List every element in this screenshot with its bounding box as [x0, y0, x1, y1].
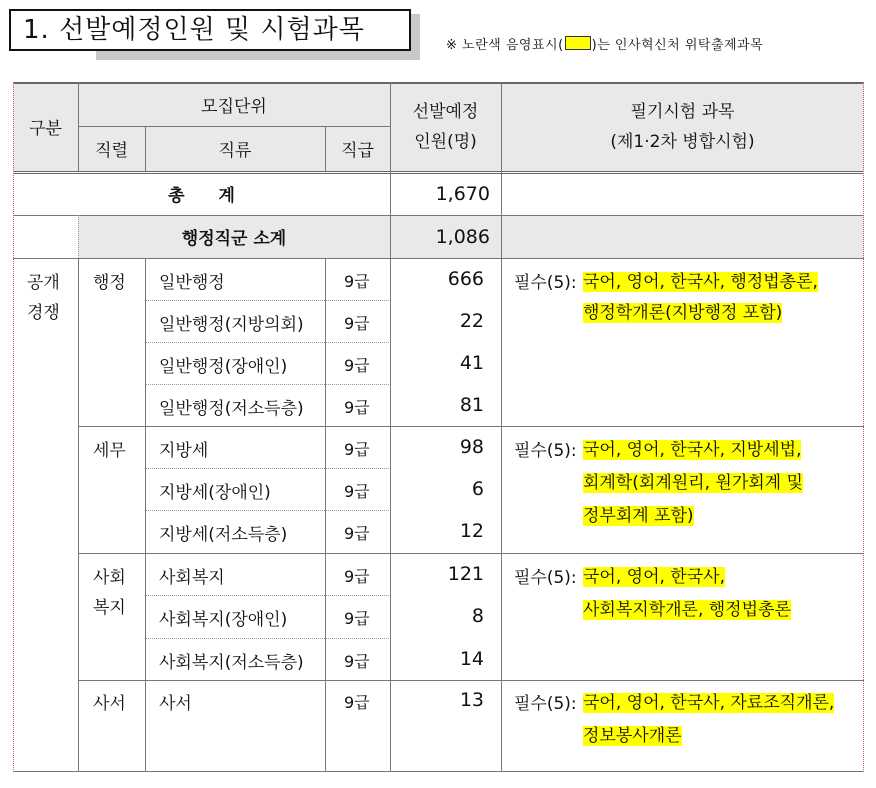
- subjects-line: [583, 688, 834, 713]
- count-cell: 666: [447, 268, 484, 290]
- subjects-text: 국어, 영어, 한국사, 행정법총론,: [583, 272, 818, 292]
- count-cell: 81: [459, 394, 484, 416]
- category-cell: 사서: [159, 694, 192, 714]
- grade-cell: 9급: [344, 567, 370, 586]
- count-cell: 6: [471, 478, 484, 500]
- subjects-text: 국어, 영어, 한국사,: [583, 567, 725, 587]
- division-label-1: 공개: [27, 273, 60, 293]
- category-cell: 지방세(저소득층): [159, 525, 288, 545]
- rank-label-line2: 복지: [93, 598, 126, 618]
- rank-label: 사회: [93, 568, 126, 588]
- category-cell: 일반행정(지방의회): [159, 315, 304, 335]
- category-cell: 사회복지(장애인): [159, 610, 288, 630]
- subjects-line: [583, 298, 782, 323]
- subjects-line: [583, 468, 803, 493]
- subjects-line: [583, 562, 725, 587]
- count-cell: 22: [459, 310, 484, 332]
- grade-cell: 9급: [344, 398, 370, 417]
- recruitment-table: [13, 82, 864, 772]
- subjects-line: [583, 267, 818, 292]
- category-cell: 지방세(장애인): [159, 483, 271, 503]
- grade-cell: 9급: [344, 524, 370, 543]
- count-cell: 12: [459, 520, 484, 542]
- subjects-prefix: 필수(5):: [514, 568, 577, 588]
- header-recruit-unit: 모집단위: [201, 96, 267, 117]
- category-cell: 일반행정: [159, 273, 225, 293]
- count-cell: 121: [447, 563, 484, 585]
- header-category: 직류: [218, 141, 252, 161]
- count-cell: 14: [459, 648, 484, 670]
- header-subjects: [501, 82, 864, 171]
- header-subjects-line2: (제1·2차 병합시험): [610, 131, 755, 152]
- header-subjects-line1: 필기시험 과목: [630, 101, 735, 122]
- highlight-note: [446, 34, 763, 53]
- subjects-line: [583, 435, 801, 460]
- category-cell: 지방세: [159, 441, 209, 461]
- note-text-before: ※ 노란색 음영표시(: [446, 38, 564, 53]
- category-cell: 일반행정(장애인): [159, 357, 288, 377]
- page-title: 1. 선발예정인원 및 시험과목: [9, 9, 411, 51]
- subjects-text: 국어, 영어, 한국사, 자료조직개론,: [583, 693, 835, 713]
- subjects-line: [583, 501, 694, 526]
- subjects-prefix: 필수(5):: [514, 441, 577, 461]
- subtotal-label: 행정직군 소계: [181, 229, 287, 249]
- grade-cell: 9급: [344, 272, 370, 291]
- subjects-text: 행정학개론(지방행정 포함): [583, 303, 783, 323]
- category-cell: 일반행정(저소득층): [159, 399, 304, 419]
- subjects-text: 정부회계 포함): [583, 506, 694, 526]
- note-text-after: )는 인사혁신처 위탁출제과목: [591, 38, 764, 53]
- subjects-prefix: 필수(5):: [514, 694, 577, 714]
- grade-cell: 9급: [344, 314, 370, 333]
- header-rank: 직렬: [95, 141, 128, 161]
- grade-cell: 9급: [344, 356, 370, 375]
- count-cell: 41: [459, 352, 484, 374]
- total-value: 1,670: [435, 183, 490, 205]
- header-planned: [390, 82, 501, 171]
- header-planned-line2: 인원(명): [414, 131, 477, 152]
- category-cell: 사회복지: [159, 568, 225, 588]
- subjects-text: 회계학(회계원리, 원가회계 및: [583, 473, 803, 493]
- subjects-line: [583, 721, 682, 746]
- header-division: 구분: [29, 119, 62, 139]
- grade-cell: 9급: [344, 609, 370, 628]
- subjects-text: 국어, 영어, 한국사, 지방세법,: [583, 440, 802, 460]
- category-cell: 사회복지(저소득층): [159, 653, 304, 673]
- rank-label: 사서: [93, 694, 126, 714]
- highlight-swatch: [565, 36, 591, 50]
- header-planned-line1: 선발예정: [412, 101, 479, 122]
- grade-cell: 9급: [344, 652, 370, 671]
- count-cell: 13: [459, 689, 484, 711]
- count-cell: 8: [471, 605, 484, 627]
- subjects-line: [583, 595, 791, 620]
- count-cell: 98: [459, 436, 484, 458]
- subtotal-value: 1,086: [435, 226, 490, 248]
- grade-cell: 9급: [344, 482, 370, 501]
- header-grade: 직급: [341, 141, 374, 161]
- grade-cell: 9급: [344, 440, 370, 459]
- subjects-prefix: 필수(5):: [514, 273, 577, 293]
- total-label: 총 계: [168, 186, 235, 206]
- subjects-text: 사회복지학개론, 행정법총론: [583, 600, 791, 620]
- rank-label: 세무: [93, 441, 126, 461]
- division-label-2: 경쟁: [27, 303, 60, 323]
- rank-label: 행정: [93, 273, 126, 293]
- grade-cell: 9급: [344, 693, 370, 712]
- subjects-text: 정보봉사개론: [583, 726, 682, 746]
